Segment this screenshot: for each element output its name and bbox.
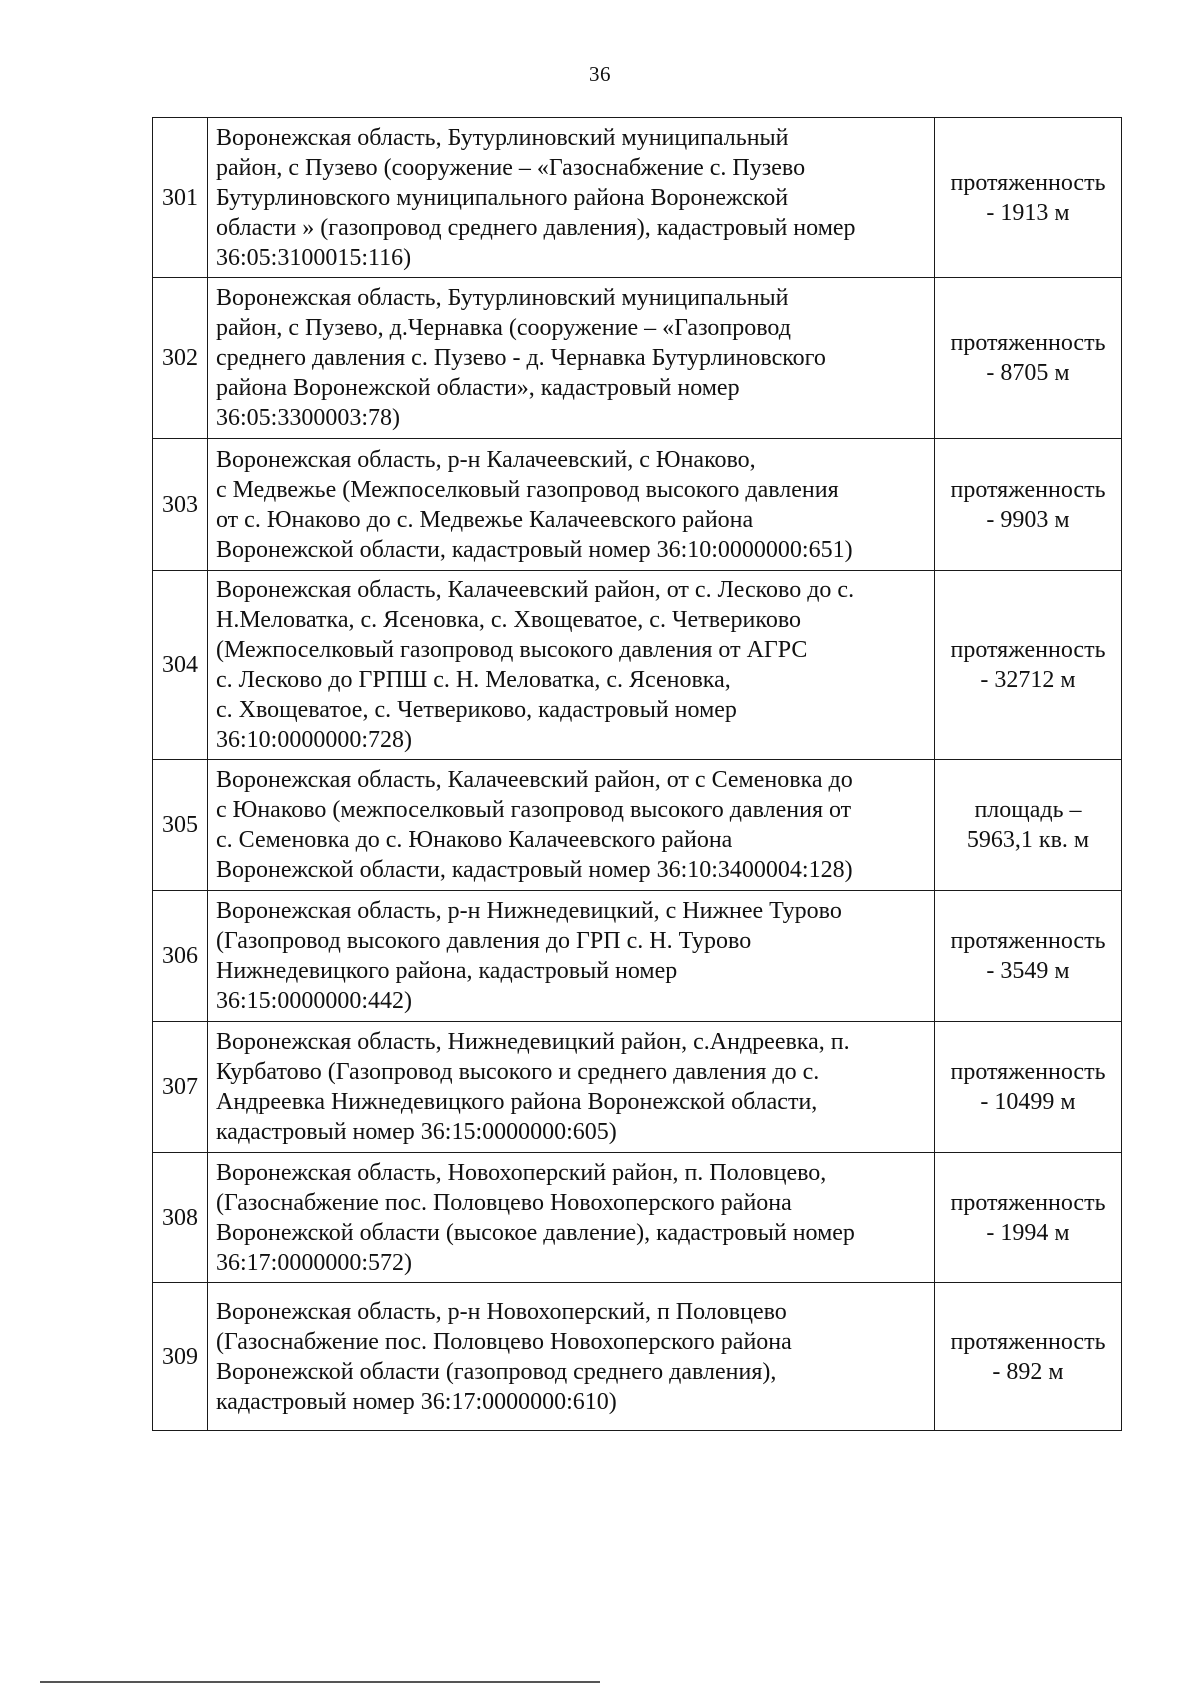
size-measure-label: протяженность: [950, 476, 1106, 503]
table-row: [153, 571, 1122, 760]
description-line: (Газоснабжение пос. Половцево Новохоперского района: [216, 1328, 792, 1355]
table-row: [153, 1283, 1122, 1431]
size-measure-label: протяженность: [950, 637, 1106, 663]
row-number: 304: [153, 571, 208, 760]
row-number: 303: [153, 439, 208, 571]
description-line: Н.Меловатка, с. Ясеновка, с. Хвощеватое, с. Четвериково: [216, 607, 801, 633]
object-size: [935, 1283, 1122, 1431]
description-line: кадастровый номер 36:15:0000000:605): [216, 1119, 617, 1145]
object-description: [208, 1022, 935, 1153]
description-line: с. Лесково до ГРПШ с. Н. Меловатка, с. Ясеновка,: [216, 667, 731, 693]
page-number: 36: [589, 62, 611, 86]
description-line: район, с Пузево (сооружение – «Газоснабжение с. Пузево: [216, 154, 806, 181]
object-description: [208, 278, 935, 439]
size-measure-label: протяженность: [950, 1059, 1106, 1085]
row-number: 308: [153, 1153, 208, 1283]
description-line: от с. Юнаково до с. Медвежье Калачеевского района: [216, 506, 754, 533]
description-line: Воронежской области, кадастровый номер 36:10:3400004:128): [216, 857, 853, 883]
description-line: 36:10:0000000:728): [216, 727, 412, 753]
size-value: 5963,1 кв. м: [966, 827, 1090, 853]
description-line: области » (газопровод среднего давления), кадастровый номер: [216, 214, 856, 241]
bottom-scan-rule: [40, 1681, 600, 1683]
row-number: 301: [153, 118, 208, 278]
size-value: - 32712 м: [980, 667, 1076, 693]
description-line: Нижнедевицкого района, кадастровый номер: [216, 958, 678, 984]
object-size: [935, 118, 1122, 278]
description-line: Воронежской области (газопровод среднего давления),: [216, 1358, 777, 1385]
size-value: - 1913 м: [986, 199, 1070, 226]
object-description: [208, 1153, 935, 1283]
object-description: [208, 891, 935, 1022]
description-line: Воронежской области, кадастровый номер 36:10:0000000:651): [216, 536, 853, 563]
size-measure-label: протяженность: [950, 169, 1106, 196]
object-description: [208, 1283, 935, 1431]
description-line: район, с Пузево, д.Чернавка (сооружение – «Газопровод: [216, 315, 791, 341]
object-size: [935, 278, 1122, 439]
description-line: Воронежская область, Новохоперский район, п. Половцево,: [216, 1159, 827, 1186]
description-line: Воронежская область, р-н Новохоперский, п Половцево: [216, 1298, 787, 1325]
object-size: [935, 571, 1122, 760]
table-row: [153, 118, 1122, 278]
table-row: [153, 760, 1122, 891]
size-value: - 8705 м: [986, 360, 1070, 386]
row-number: 305: [153, 760, 208, 891]
size-value: - 3549 м: [986, 958, 1070, 984]
size-measure-label: протяженность: [950, 330, 1106, 356]
description-line: Воронежская область, Бутурлиновский муниципальный: [216, 285, 789, 311]
description-line: Воронежская область, р-н Нижнедевицкий, с Нижнее Турово: [216, 898, 842, 924]
description-line: Воронежской области (высокое давление), кадастровый номер: [216, 1219, 855, 1246]
description-line: (Межпоселковый газопровод высокого давления от АГРС: [216, 637, 808, 663]
description-line: Андреевка Нижнедевицкого района Воронежской области,: [216, 1089, 818, 1115]
description-line: Воронежская область, Нижнедевицкий район, с.Андреевка, п.: [216, 1029, 850, 1055]
table-row: [153, 439, 1122, 571]
row-number: 306: [153, 891, 208, 1022]
table-row: [153, 278, 1122, 439]
description-line: кадастровый номер 36:17:0000000:610): [216, 1388, 617, 1415]
object-description: [208, 439, 935, 571]
description-line: с Юнаково (межпоселковый газопровод высокого давления от: [216, 797, 852, 823]
object-size: [935, 1153, 1122, 1283]
object-description: [208, 571, 935, 760]
table-row: [153, 1153, 1122, 1283]
object-size: [935, 1022, 1122, 1153]
description-line: 36:17:0000000:572): [216, 1249, 412, 1276]
registry-table-body: [153, 118, 1122, 1431]
size-value: - 9903 м: [986, 506, 1070, 533]
table-row: [153, 1022, 1122, 1153]
description-line: Курбатово (Газопровод высокого и среднего давления до с.: [216, 1059, 820, 1085]
description-line: Воронежская область, Калачеевский район, от с Семеновка до: [216, 767, 853, 793]
row-number: 302: [153, 278, 208, 439]
description-line: с. Хвощеватое, с. Четвериково, кадастровый номер: [216, 697, 737, 723]
description-line: (Газопровод высокого давления до ГРП с. Н. Турово: [216, 928, 752, 954]
description-line: среднего давления с. Пузево - д. Чернавка Бутурлиновского: [216, 345, 826, 371]
description-line: Воронежская область, Бутурлиновский муниципальный: [216, 124, 789, 151]
object-size: [935, 760, 1122, 891]
registry-table: [152, 117, 1122, 1431]
description-line: с Медвежье (Межпоселковый газопровод высокого давления: [216, 476, 839, 503]
description-line: района Воронежской области», кадастровый номер: [216, 375, 740, 401]
description-line: Бутурлиновского муниципального района Воронежской: [216, 184, 789, 211]
size-measure-label: протяженность: [950, 1189, 1106, 1216]
object-description: [208, 118, 935, 278]
size-measure-label: протяженность: [950, 1328, 1106, 1355]
description-line: Воронежская область, Калачеевский район, от с. Лесково до с.: [216, 577, 855, 603]
object-size: [935, 439, 1122, 571]
row-number: 307: [153, 1022, 208, 1153]
description-line: (Газоснабжение пос. Половцево Новохоперского района: [216, 1189, 792, 1216]
description-line: 36:15:0000000:442): [216, 988, 412, 1014]
row-number: 309: [153, 1283, 208, 1431]
size-value: - 1994 м: [986, 1219, 1070, 1246]
table-row: [153, 891, 1122, 1022]
size-measure-label: протяженность: [950, 928, 1106, 954]
description-line: Воронежская область, р-н Калачеевский, с Юнаково,: [216, 446, 756, 473]
size-value: - 892 м: [992, 1358, 1064, 1385]
size-measure-label: площадь –: [974, 797, 1082, 823]
size-value: - 10499 м: [980, 1089, 1076, 1115]
description-line: 36:05:3100015:116): [216, 244, 412, 271]
description-line: 36:05:3300003:78): [216, 405, 400, 431]
object-description: [208, 760, 935, 891]
object-size: [935, 891, 1122, 1022]
description-line: с. Семеновка до с. Юнаково Калачеевского района: [216, 827, 733, 853]
